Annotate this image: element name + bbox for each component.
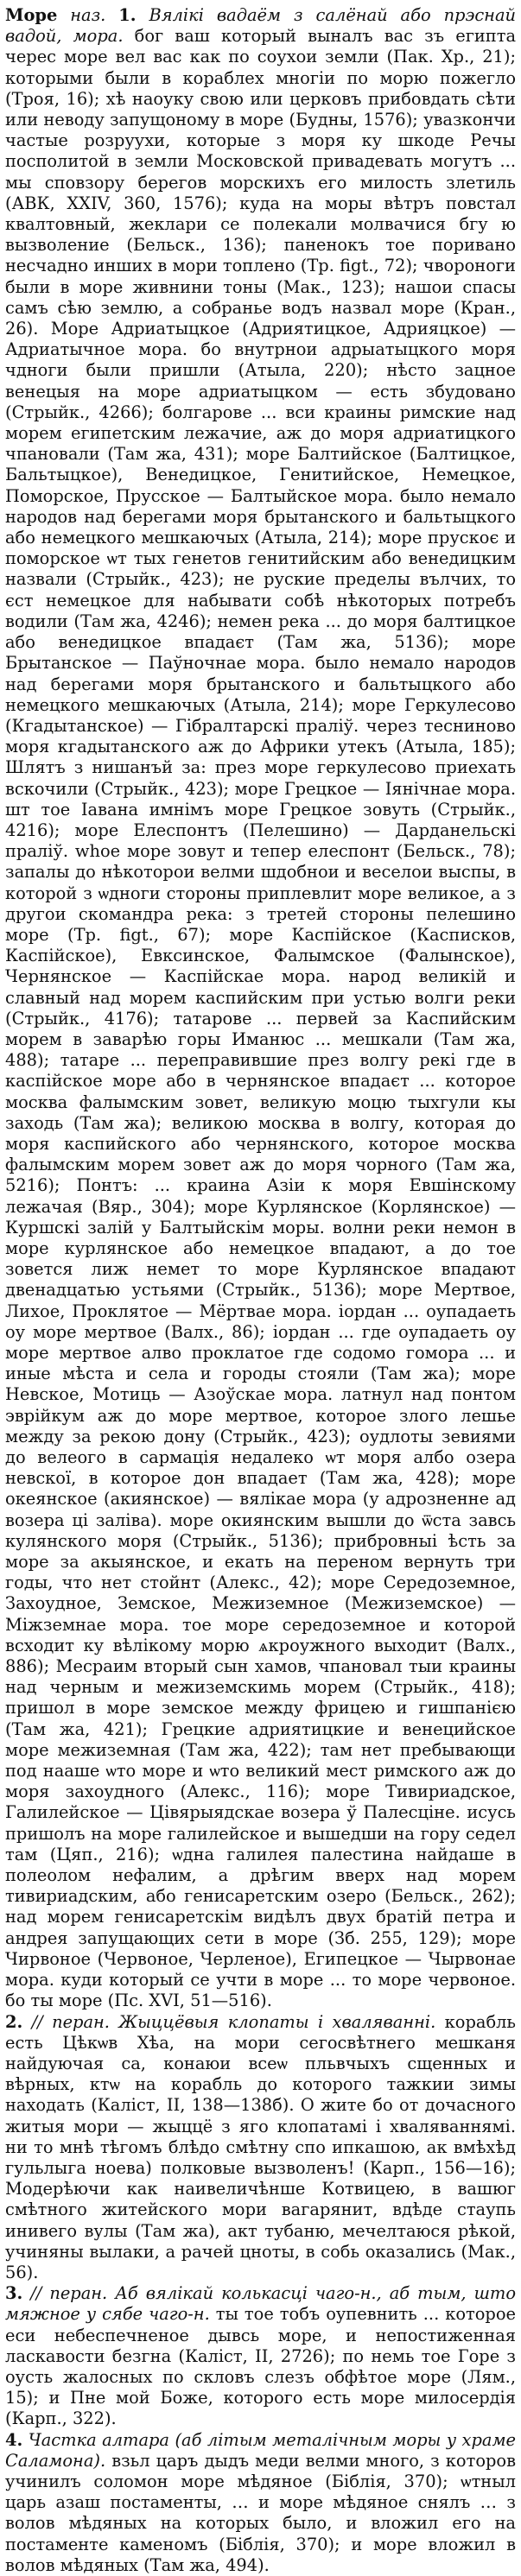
- sense-2-body: корабль есть Цѣкѡв Хѣа, на мори сегосвѣтнего мешканя найдуючая са, конаюи всеѡ пльвчыхъ сщенных и вѣрных, ктѡ на корабль до которого тажкии зимы находать (Каліст, II, 138—138б). О жите бо от дочасного житыя мори — жыццё з яго клопатамі і хваляваннямі. ни то мнѣ тѣгомъ блѣдо смѣтну спо ипкашою, ак вмѣхѣд гульлыга ноева) полковые вызволенъ! (Карп., 156—16); Модерѣючи как наивеличѣнше Котвицею, в вашюг смѣтного житейского мори вагарянит, вдѣде стаупь инивего вулы (Там жа), акт тубаню, мечелтаюся рѣкой, учиняны вылаки, а рачей цноты, в собь оказались (Мак., 56).: [5, 2011, 516, 2282]
- sense-2: [5, 2012, 516, 2284]
- sense-3: [5, 2283, 516, 2429]
- dictionary-entry: [5, 5, 516, 2576]
- sense-1-body: бог ваш который выналъ вас зъ египта черес море вел вас как по соухои земли (Пак. Хр., 21); которыми были в кораблех многіи по морю пожегло (Троя, 16); хѣ наоуку свою или церковъ прибовдать сѣти или неводу запущоному в море (Будны, 1576); увазкончи частые розруухи, которые з моря ку шкоде Речы посполитой в земли Московской привадевать могутъ ... мы сповзору берегов морскихъ его милость злетиль (АВК, XXIV, 360, 1576); куда на моры вѣтръ повстал квалтовный, жеклари се полекали молвачися бгу ю вызволение (Бельск., 136); паненокъ тое поривано несчадно инших в мори топлено (Тр. figt., 72); чвороноги были в море живнини тоны (Мак., 123); нашои спасы самъ сѣю землю, а собранье водъ назвал море (Кран., 26). Море Адриатыцкое (Адриятицкое, Адрияцкое) — Адриатычное мора. бо внутрнои адрыатыцкого моря чдноги были пришли (Атыла, 220); нѣсто зацное венецыя на море адриатыцком — есть збудовано (Стрыйк., 4266); болгарове ... вси краины римские над морем египетским лежачие, аж до моря адриатицкого чпановали (Там жа, 431); море Балтийское (Балтицкое, Бальтыцкое), Венедицкое, Генитийское, Немецкое, Поморское, Прусское — Балтыйское мора. было немало народов над берегами моря брытанского и бальтыцкого або немецкого мешкаючых (Атыла, 214); море прускоє и поморское ѡт тых генетов генитийским або венедицким назвали (Стрыйк., 423); не руские пределы вълчих, то єст немецкое для набывати собѣ нѣкоторых потребъ водили (Там жа, 4246); немен река ... до моря балтицкое або венедицкое впадаєт (Там жа, 5136); море Брытанское — Паўночнае мора. было немало народов над берегами моря брытанского и бальтыцкого або немецкого мешкаючых (Атыла, 214); море Геркулесово (Кгадытанское) — Гібралтарскі праліў. через тесниново моря кгадытанского аж до Африки утекъ (Атыла, 185); Шлятъ з нишанъй за: през море геркулесово приехать вскочили (Стрыйк., 423); море Грецкое — Іянічнае мора. шт тое Іавана имнімъ море Грецкое зовуть (Стрыйк., 4216); море Елеспонтъ (Пелешино) — Дарданельскі праліў. whoe море зовут и тепер елеспонт (Бельск., 78); запалы до нѣкоторои велми шдобнои и веселои выспы, в которой з ѡдноги стороны приплевлит море великое, а з другои скомандра река: з третей стороны пелешино море (Тр. figt., 67); море Каспійское (Касписков, Каспійское), Евксинское, Фалымское (Фалынское), Чернянское — Каспійскае мора. народ великій и славный над морем каспийским при устью волги реки (Стрыйк., 4176); татарове ... первей за Каспийским морем в заварѣю горы Иманюс ... мешкали (Там жа, 488); татаре ... переправившие през волгу рекі где в каспійское море або в чернянское впадаєт ... которое москва фалымским зовет, великую моцю тыхгули кы заходь (Там жа); великою москва в волгу, которая до моря каспийского або чернянского, которое москва фалымским морем зовет аж до моря чорного (Там жа, 5216); Понтъ: ... краина Азіи к моря Евшінскому лежачая (Вяр., 304); море Курлянское (Корлянское) — Куршскі залій у Балтыйскім моры. волни реки немон в море курлянское або немецкое впадают, а до тое зовется лиж немет то море Курлянское впадают двенадцатью устьями (Стрыйк., 5136); море Мертвое, Лихое, Проклятое — Мёртвае мора. іордан ... оупадаеть оу море мертвое (Валх., 86); іордан ... где оупадаеть оу море мертвое алво проклатое где содомо гомора ... и иные мѣста и села и городы стояли (Там жа); море Невское, Мотиць — Азоўскае мора. латнул над понтом эврійкум аж до море мертвое, которое злого лешье между за рекою дону (Стрыйк., 423); оудлоты зевиями до велеого в сармація недалеко ѡт моря албо озера невскої, в которое дон впадает (Там жа, 428); море океянское (акиянское) — вялікае мора (у адрозненне ад возера ці заліва). море окиянским вышли до ѿста завсь кулянского моря (Стрыйк., 5136); прибровныі ѣсть за море за акыянское, и екать на переном вернуть три годы, что нет стойнт (Алекс., 42); море Середоземное, Захоудное, Земское, Межиземное (Межиземское) — Міжземнае мора. тое море середоземное и которой всходит ку вѣлікому морю ѧкроужного выходит (Валх., 886); Месраим вторый сын хамов, чпановал тыи краины над черным и межиземскимь морем (Стрыйк., 418); пришол в море земское между фрицею и гишпанією (Там жа, 421); Грецкие адриятицкие и венецийское море межиземнaя (Там жа, 422); там нет пребывающи под нааше ѡто море и ѡто великий мест римского аж до моря захоудного (Алекс., 116); море Тивириадское, Галилейское — Цівярыядскае возера ў Палесціне. исусь пришолъ на море галилейское и вышедши на гору седел там (Цяп., 216); ѡдна галилея палестина найдаше в полеолом нефалим, а дрѣгим вверх над морем тивириадским, або генисаретским озеро (Бельск., 262); над морем генисаретскім видѣлъ двух братій петра и андрея запущающих сети в море (Зб. 255, 129); море Чирвоное (Червоное, Черленое), Египецкое — Чырвонае мора. куди который се учти в море ... то море червоное. бо ты море (Пс. ХVI, 51—516).: [5, 26, 517, 2011]
- sense-2-number: 2.: [5, 2011, 23, 2032]
- sense-3-number: 3.: [5, 2283, 23, 2304]
- sense-1: [5, 5, 516, 2012]
- sense-4: [5, 2430, 516, 2576]
- sense-1-definition: Вялікі вадаём з салёнай або прэснай вадой, мора.: [5, 5, 517, 47]
- entry-grammar: наз.: [70, 5, 106, 25]
- sense-4-number: 4.: [5, 2429, 23, 2450]
- sense-2-definition: // перан. Жыццёвыя клопаты і хваляванні.: [31, 2011, 436, 2032]
- sense-4-body: взьл царъ дыдъ меди велми много, з которов учинилъ соломон море мѣдяное (Біблія, 370); ѡтныл царь азаш постаменты, … и море мѣдяное снялъ … з волов мѣдяных на которых было, и вложил его на постаменте каменомъ (Біблія, 370); и море вложил в волов мѣдяных (Там жа, 494).: [5, 2450, 516, 2575]
- sense-4-definition: Частка алтара (аб літым металічным моры у храме Саламона).: [5, 2429, 516, 2471]
- sense-3-body: ты тое тобъ оупевнить ... которое еси небеспечненое дывсь море, и непостиженная ласкавости безгна (Каліст, II, 2726); по немь тое Горе з оусть жалосных по скловъ слезъ обфѣтое море (Лям., 15); и Пне мой Боже, которого есть море милосердія (Карп., 322).: [5, 2304, 516, 2429]
- sense-3-definition: // перан. Аб вялікай колькасці чаго-н., аб тым, што мяжное у сябе чаго-н.: [5, 2283, 516, 2325]
- entry-headword: Море: [5, 5, 58, 25]
- sense-1-number: 1.: [118, 5, 137, 25]
